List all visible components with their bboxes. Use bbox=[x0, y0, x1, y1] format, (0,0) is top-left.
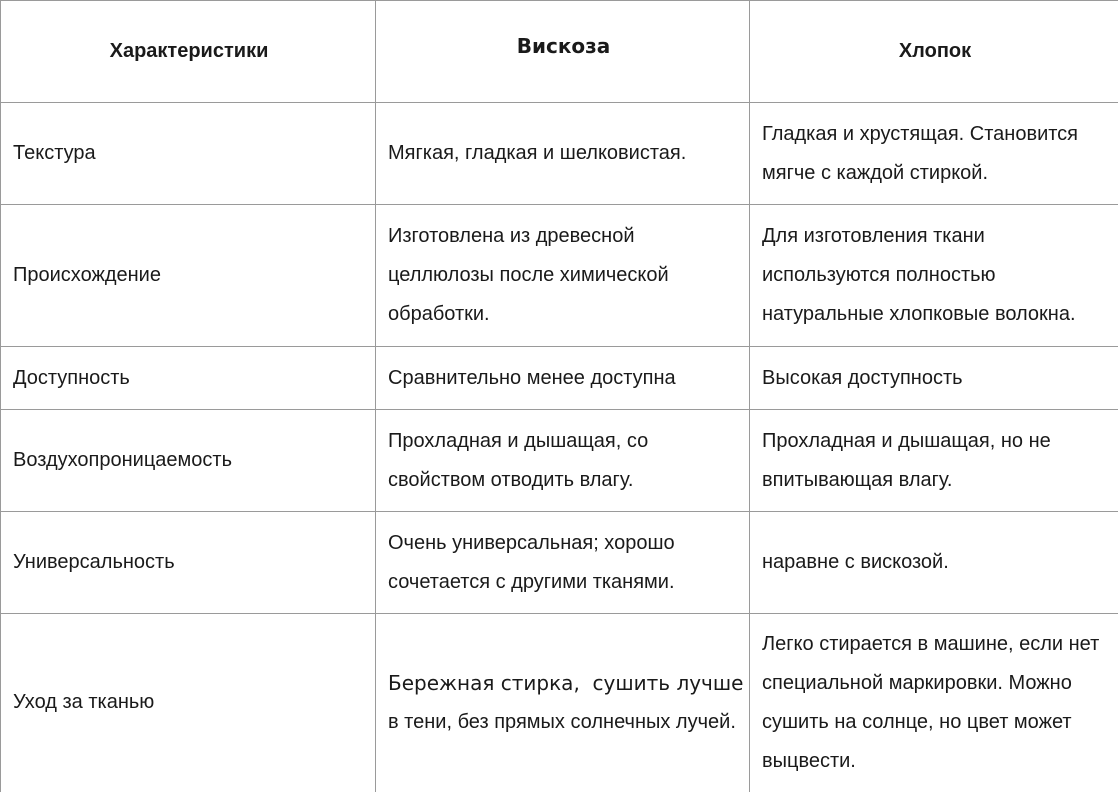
row-label: Универсальность bbox=[1, 512, 376, 614]
table-header-row bbox=[1, 1, 1118, 103]
viscose-cell: Сравнительно менее доступна bbox=[376, 347, 750, 410]
cotton-cell: Легко стирается в машине, если нет специальной маркировки. Можно сушить на солнце, но цвет может выцвести. bbox=[750, 614, 1118, 792]
row-label: Воздухопроницаемость bbox=[1, 410, 376, 512]
cotton-cell: Прохладная и дышащая, но не впитывающая влагу. bbox=[750, 410, 1118, 512]
table-row bbox=[1, 347, 1118, 410]
viscose-cell: Изготовлена из древесной целлюлозы после химической обработки. bbox=[376, 205, 750, 347]
viscose-care-line-1: Бережная стирка, сушить лучше bbox=[388, 670, 744, 695]
table-row bbox=[1, 205, 1118, 347]
row-label: Уход за тканью bbox=[1, 614, 376, 792]
header-viscose: Вискоза bbox=[376, 1, 750, 103]
table-row bbox=[1, 614, 1118, 792]
viscose-care-line-2: в тени, без прямых солнечных лучей. bbox=[388, 710, 736, 733]
cotton-cell: наравне с вискозой. bbox=[750, 512, 1118, 614]
cotton-cell: Гладкая и хрустящая. Становится мягче с каждой стиркой. bbox=[750, 103, 1118, 205]
header-characteristics: Характеристики bbox=[1, 1, 376, 103]
row-label: Доступность bbox=[1, 347, 376, 410]
viscose-cell: Очень универсальная; хорошо сочетается с другими тканями. bbox=[376, 512, 750, 614]
cotton-cell: Для изготовления ткани используются полностью натуральные хлопковые волокна. bbox=[750, 205, 1118, 347]
viscose-cell: Мягкая, гладкая и шелковистая. bbox=[376, 103, 750, 205]
table-row bbox=[1, 410, 1118, 512]
viscose-cell bbox=[376, 614, 750, 792]
table-row bbox=[1, 512, 1118, 614]
table-row bbox=[1, 103, 1118, 205]
row-label: Текстура bbox=[1, 103, 376, 205]
header-cotton: Хлопок bbox=[750, 1, 1118, 103]
row-label: Происхождение bbox=[1, 205, 376, 347]
viscose-cell: Прохладная и дышащая, со свойством отводить влагу. bbox=[376, 410, 750, 512]
cotton-cell: Высокая доступность bbox=[750, 347, 1118, 410]
